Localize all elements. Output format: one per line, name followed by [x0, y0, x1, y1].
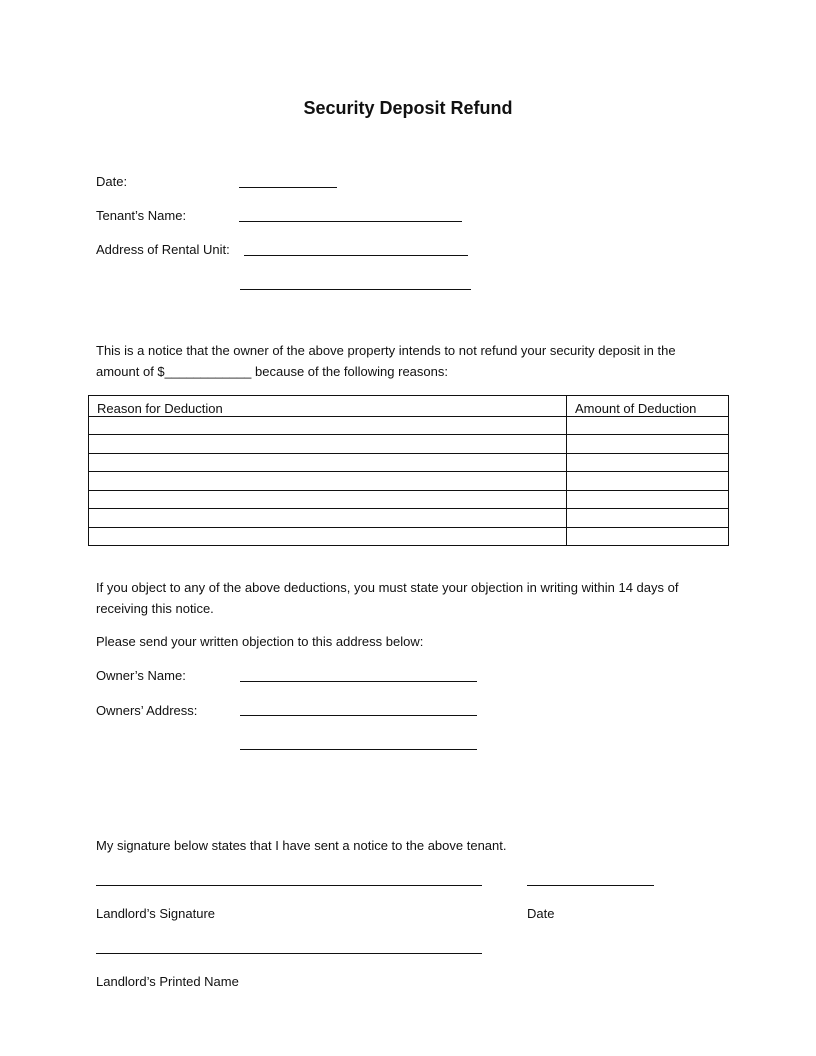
amount-cell[interactable] [567, 509, 729, 528]
notice-line-1: This is a notice that the owner of the above property intends to not refund your security deposit in the [96, 343, 676, 358]
owner-name-label: Owner’s Name: [96, 668, 186, 683]
landlord-signature-field[interactable] [96, 885, 482, 886]
objection-line-2: receiving this notice. [96, 601, 214, 616]
reason-cell[interactable] [89, 490, 567, 509]
table-row [89, 509, 729, 528]
amount-cell[interactable] [567, 416, 729, 435]
owner-address-field-line1[interactable] [240, 715, 477, 716]
send-objection-text: Please send your written objection to this address below: [96, 634, 424, 649]
amount-column-header: Amount of Deduction [567, 396, 729, 417]
owner-address-label: Owners’ Address: [96, 703, 198, 718]
amount-cell[interactable] [567, 527, 729, 546]
notice-line-2: amount of $____________ because of the following reasons: [96, 364, 448, 379]
deductions-table [88, 395, 729, 546]
owner-address-field-line2[interactable] [240, 749, 477, 750]
date-field[interactable] [239, 187, 337, 188]
table-row [89, 453, 729, 472]
reason-cell[interactable] [89, 416, 567, 435]
owner-name-field[interactable] [240, 681, 477, 682]
amount-cell[interactable] [567, 453, 729, 472]
landlord-printed-name-label: Landlord’s Printed Name [96, 974, 239, 989]
tenant-name-field[interactable] [239, 221, 462, 222]
signature-statement: My signature below states that I have sent a notice to the above tenant. [96, 838, 507, 853]
objection-line-1: If you object to any of the above deductions, you must state your objection in writing within 14 days of [96, 580, 679, 595]
rental-address-field-line1[interactable] [244, 255, 468, 256]
reason-cell[interactable] [89, 509, 567, 528]
date-label: Date: [96, 174, 128, 189]
page-title: Security Deposit Refund [303, 98, 513, 118]
rental-address-label: Address of Rental Unit: [96, 242, 230, 257]
signature-date-field[interactable] [527, 885, 654, 886]
landlord-signature-label: Landlord’s Signature [96, 906, 216, 921]
reason-cell[interactable] [89, 435, 567, 454]
landlord-printed-name-field[interactable] [96, 953, 482, 954]
notice-paragraph [96, 340, 736, 382]
table-header-row [89, 396, 729, 417]
table-row [89, 490, 729, 509]
amount-cell[interactable] [567, 490, 729, 509]
amount-cell[interactable] [567, 435, 729, 454]
rental-address-field-line2[interactable] [240, 289, 471, 290]
table-row [89, 416, 729, 435]
amount-cell[interactable] [567, 472, 729, 491]
table-row [89, 527, 729, 546]
reason-cell[interactable] [89, 527, 567, 546]
signature-date-label: Date [527, 906, 555, 921]
tenant-name-label: Tenant’s Name: [96, 208, 187, 223]
objection-paragraph [96, 577, 736, 619]
reason-cell[interactable] [89, 472, 567, 491]
reason-cell[interactable] [89, 453, 567, 472]
reason-column-header: Reason for Deduction [89, 396, 567, 417]
table-row [89, 472, 729, 491]
table-row [89, 435, 729, 454]
